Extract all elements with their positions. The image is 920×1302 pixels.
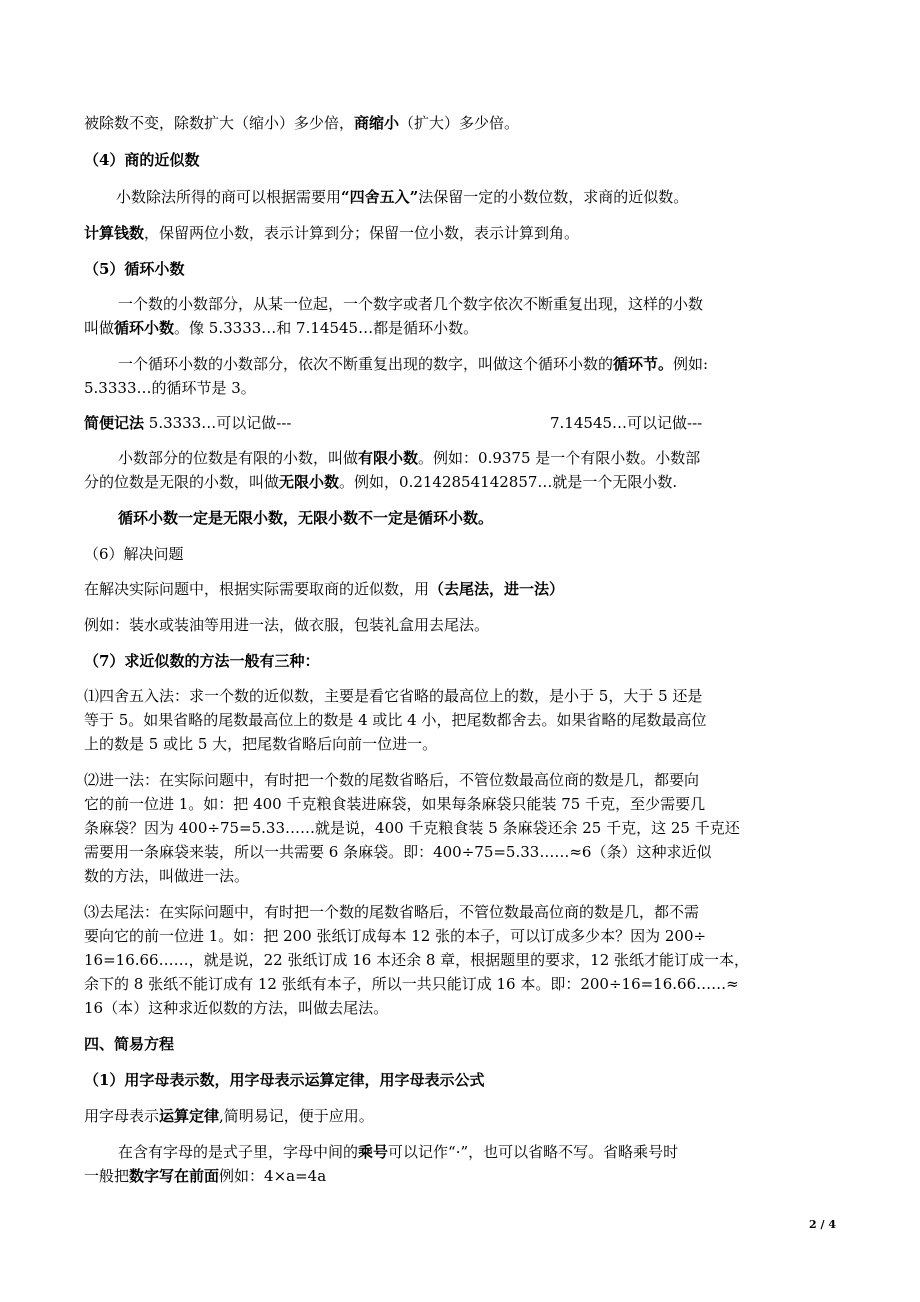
page-number: 2 / 4 xyxy=(809,1218,836,1231)
text-line: 用字母表示运算定律,简明易记，便于应用。 xyxy=(84,1107,374,1125)
text-line: 7.14545…可以记做--- xyxy=(550,414,703,432)
text-line: 分的位数是无限的小数，叫做无限小数。例如，0.2142854142857…就是一个无限小数. xyxy=(84,473,678,491)
text-line: 16（本）这种求近似数的方法，叫做去尾法。 xyxy=(84,999,389,1017)
heading-solve-problems: （6）解决问题 xyxy=(84,545,184,563)
text-line: 一个循环小数的小数部分，依次不断重复出现的数字，叫做这个循环小数的循环节。例如: xyxy=(118,355,709,373)
text-line: 16=16.66……，就是说，22 张纸订成 16 本还余 8 章，根据题里的要求，12 张纸才能订成一本， xyxy=(84,951,750,969)
text-line: 它的前一位进 1。如：把 400 千克粮食装进麻袋，如果每条麻袋只能装 75 千克，至少需要几 xyxy=(84,795,706,813)
section-heading-simple-equations: 四、简易方程 xyxy=(84,1035,175,1053)
text-line: 等于 5。如果省略的尾数最高位上的数是 4 或比 4 小，把尾数都舍去。如果省略的尾数最高位 xyxy=(84,711,707,729)
text-line: ⑴四舍五入法：求一个数的近似数，主要是看它省略的最高位上的数，是小于 5，大于 5 还是 xyxy=(84,687,703,705)
text-line: 在解决实际问题中，根据实际需要取商的近似数，用（去尾法，进一法） xyxy=(84,580,565,598)
text-line: 小数除法所得的商可以根据需要用“四舍五入”法保留一定的小数位数，求商的近似数。 xyxy=(116,188,689,206)
text-line: 上的数是 5 或比 5 大，把尾数省略后向前一位进一。 xyxy=(84,735,438,753)
text-line: 叫做循环小数。像 5.3333…和 7.14545…都是循环小数。 xyxy=(84,319,479,337)
text-line: 5.3333…的循环节是 3。 xyxy=(84,379,256,397)
text-line: 条麻袋？因为 400÷75=5.33……就是说，400 千克粮食装 5 条麻袋还余 25 千克，这 25 千克还 xyxy=(84,819,740,837)
heading-approx-methods: （7）求近似数的方法一般有三种： xyxy=(84,652,320,670)
text-line: 在含有字母的是式子里，字母中间的乘号可以记作“·”，也可以省略不写。省略乘号时 xyxy=(118,1143,679,1161)
text-line: 小数部分的位数是有限的小数，叫做有限小数。例如：0.9375 是一个有限小数。小数部 xyxy=(118,449,701,467)
key-statement: 循环小数一定是无限小数，无限小数不一定是循环小数。 xyxy=(118,509,494,527)
text-line: ⑵进一法：在实际问题中，有时把一个数的尾数省略后，不管位数最高位商的数是几，都要向 xyxy=(84,771,700,789)
text-line: 一个数的小数部分，从某一位起，一个数字或者几个数字依次不断重复出现，这样的小数 xyxy=(118,295,704,313)
text-line: 简便记法 5.3333…可以记做--- xyxy=(84,414,292,432)
text-line: 计算钱数，保留两位小数，表示计算到分；保留一位小数，表示计算到角。 xyxy=(84,224,580,242)
text-line: 被除数不变，除数扩大（缩小）多少倍，商缩小（扩大）多少倍。 xyxy=(84,114,520,132)
heading-letters-for-numbers: （1）用字母表示数，用字母表示运算定律，用字母表示公式 xyxy=(84,1071,485,1089)
text-line: 需要用一条麻袋来装，所以一共需要 6 条麻袋。即：400÷75=5.33……≈6（条）这种求近似 xyxy=(84,843,712,861)
heading-repeating-decimal: （5）循环小数 xyxy=(84,260,185,278)
text-line: 要向它的前一位进 1。如：把 200 张纸订成每本 12 张的本子，可以订成多少本？因为 200÷ xyxy=(84,927,707,945)
heading-quotient-approx: （4）商的近似数 xyxy=(84,151,200,169)
text-line: 余下的 8 张纸不能订成有 12 张纸有本子，所以一共只能订成 16 本。即：200÷16=16.66……≈ xyxy=(84,975,739,993)
text-line: 数的方法，叫做进一法。 xyxy=(84,867,250,885)
text-line: ⑶去尾法：在实际问题中，有时把一个数的尾数省略后，不管位数最高位商的数是几，都不需 xyxy=(84,903,700,921)
text-line: 一般把数字写在前面例如：4×a=4a xyxy=(84,1167,327,1185)
text-line: 例如：装水或装油等用进一法，做衣服，包装礼盒用去尾法。 xyxy=(84,616,490,634)
